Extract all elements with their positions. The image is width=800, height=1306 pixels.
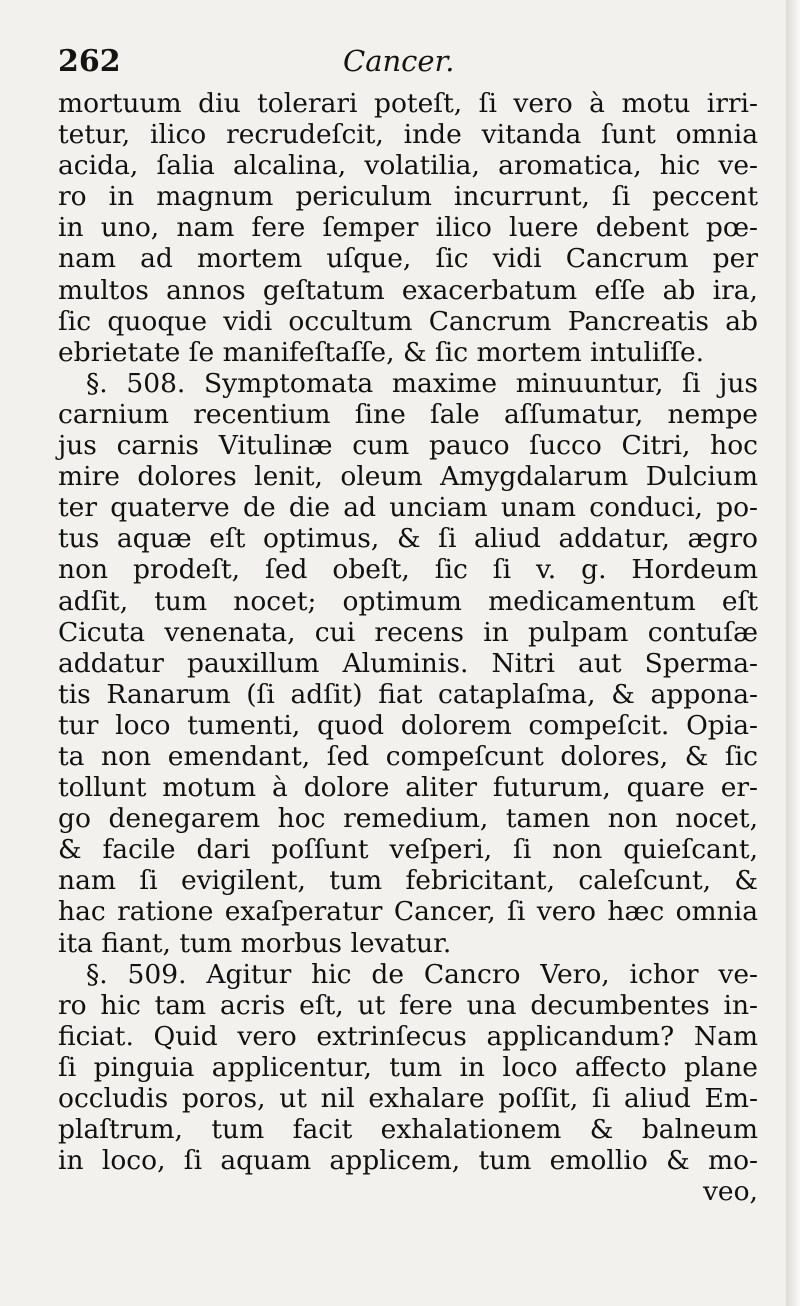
text-line: in loco, ſi aquam applicem, tum emollio & mo- — [58, 1145, 758, 1177]
text-line: non prodeſt, ſed obeſt, ſic ſi v. g. Hordeum — [58, 554, 758, 586]
text-line: tetur, ilico recrudeſcit, inde vitanda ſunt omnia — [58, 119, 758, 151]
text-line: hac ratione exaſperatur Cancer, ſi vero hæc omnia — [58, 896, 758, 928]
text-line: ta non emendant, ſed compeſcunt dolores, & ſic — [58, 740, 758, 772]
text-line: §. 509. Agitur hic de Cancro Vero, ichor ve- — [86, 958, 758, 990]
text-line: ro hic tam acris eſt, ut fere una decumbentes in- — [58, 989, 758, 1021]
text-line: adſit, tum nocet; optimum medicamentum eſt — [58, 585, 758, 617]
text-line: nam ſi evigilent, tum febricitant, caleſcunt, & — [58, 865, 758, 897]
text-line: plaſtrum, tum facit exhalationem & balneum — [58, 1114, 758, 1146]
text-line: mortuum diu tolerari poteſt, ſi vero à motu irri- — [58, 88, 758, 119]
text-line: ita fiant, tum morbus levatur. — [58, 927, 452, 959]
text-line: ficiat. Quid vero extrinſecus applicandum? Nam — [58, 1020, 758, 1052]
text-line: tis Ranarum (ſi adſit) fiat cataplaſma, & appona- — [58, 678, 758, 710]
text-line: ter quaterve de die ad unciam unam conduci, po- — [58, 492, 758, 524]
text-line: addatur pauxillum Aluminis. Nitri aut Sperma- — [58, 647, 758, 679]
text-line: Cicuta venenata, cui recens in pulpam contuſæ — [58, 616, 758, 648]
page-header — [58, 44, 748, 84]
text-line: acida, ſalia alcalina, volatilia, aromatica, hic ve- — [58, 150, 758, 182]
text-line: tur loco tumenti, quod dolorem compeſcit. Opia- — [58, 709, 758, 741]
text-line: ſi pinguia applicentur, tum in loco affecto plane — [58, 1051, 758, 1083]
text-line: ro in magnum periculum incurrunt, ſi peccent — [58, 181, 758, 213]
text-line: jus carnis Vitulinæ cum pauco ſucco Citri, hoc — [58, 430, 758, 462]
text-line: & facile dari poſſunt veſperi, ſi non quieſcant, — [58, 834, 758, 866]
text-line: carnium recentium ſine ſale aſſumatur, nempe — [58, 398, 758, 430]
page-number: 262 — [58, 44, 121, 79]
text-line: occludis poros, ut nil exhalare poſſit, ſi aliud Em- — [58, 1083, 758, 1114]
text-line: tollunt motum à dolore aliter futurum, quare er- — [58, 772, 758, 804]
text-line: mire dolores lenit, oleum Amygdalarum Dulcium — [58, 461, 758, 493]
page-edge-shadow — [786, 0, 800, 1306]
text-line: multos annos geſtatum exacerbatum eſſe ab ira, — [58, 274, 758, 306]
text-line: in uno, nam fere ſemper ilico luere debent pœ- — [58, 212, 758, 244]
text-line: tus aquæ eſt optimus, & ſi aliud addatur, ægro — [58, 523, 758, 555]
text-line: ſic quoque vidi occultum Cancrum Pancreatis ab — [58, 305, 758, 337]
text-line: nam ad mortem uſque, ſic vidi Cancrum per — [58, 243, 758, 275]
text-line: §. 508. Symptomata maxime minuuntur, ſi jus — [86, 367, 758, 399]
text-line: go denegarem hoc remedium, tamen non nocet, — [58, 803, 758, 835]
running-head: Cancer. — [343, 44, 455, 78]
text-line: ebrietate ſe manifeſtaſſe, & ſic mortem intuliſſe. — [58, 336, 705, 368]
text-line: veo, — [702, 1176, 758, 1208]
body-text — [58, 88, 758, 1207]
